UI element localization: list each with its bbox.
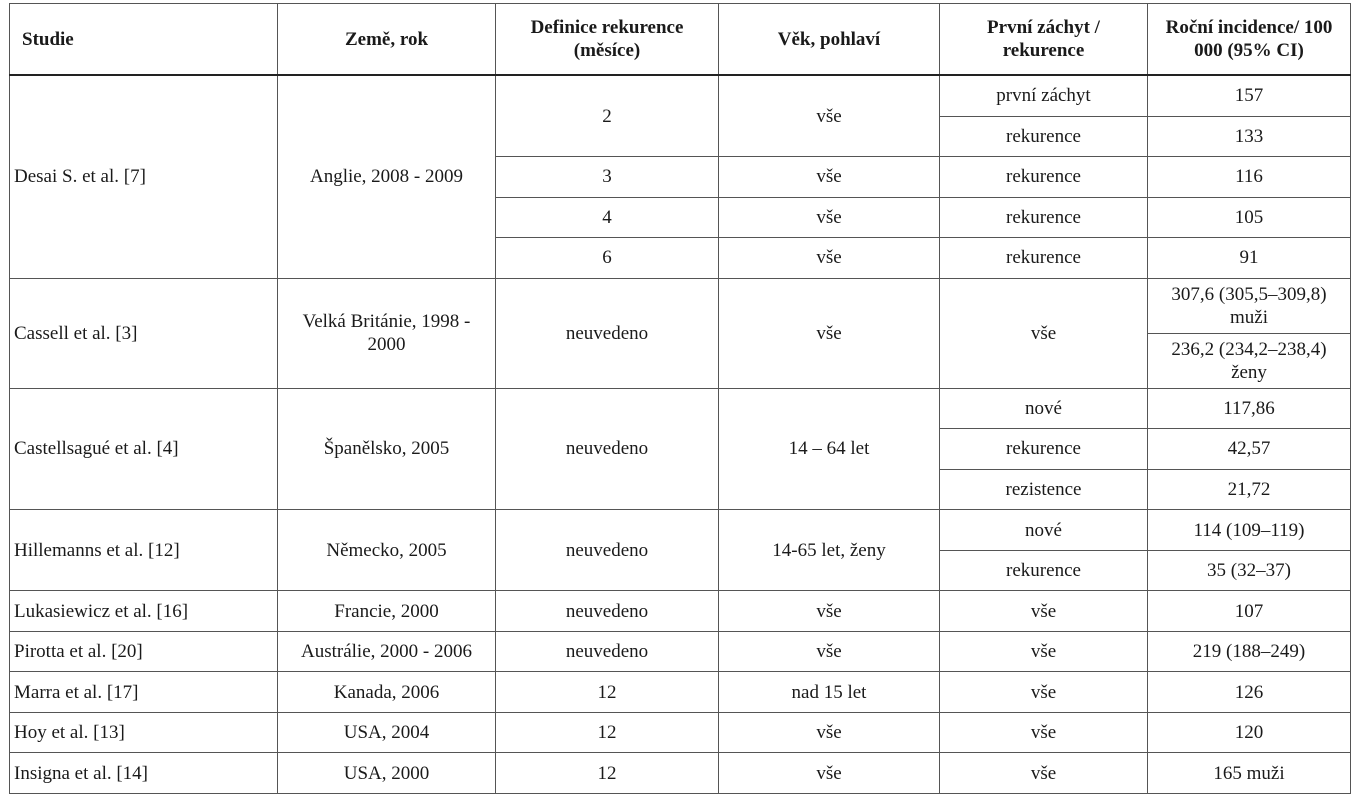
table-row (10, 75, 1351, 116)
typ-cell: vše (940, 672, 1148, 713)
vek-cell: vše (719, 157, 940, 198)
incidence-cell: 105 (1148, 197, 1351, 238)
vek-cell: 14 – 64 let (719, 388, 940, 510)
study-cell: Insigna et al. [14] (10, 753, 278, 794)
typ-cell: vše (940, 591, 1148, 632)
vek-cell: vše (719, 278, 940, 388)
definice-cell: 12 (496, 712, 719, 753)
definice-cell: 12 (496, 753, 719, 794)
header-definice: Definice rekurence (měsíce) (496, 4, 719, 76)
country-cell: USA, 2004 (278, 712, 496, 753)
study-cell: Pirotta et al. [20] (10, 631, 278, 672)
header-incidence: Roční incidence/ 100 000 (95% CI) (1148, 4, 1351, 76)
study-cell: Desai S. et al. [7] (10, 75, 278, 278)
country-cell: Francie, 2000 (278, 591, 496, 632)
study-cell: Marra et al. [17] (10, 672, 278, 713)
table-row (10, 672, 1351, 713)
definice-cell: neuvedeno (496, 388, 719, 510)
vek-cell: vše (719, 753, 940, 794)
incidence-cell: 21,72 (1148, 469, 1351, 510)
typ-cell: rekurence (940, 197, 1148, 238)
study-cell: Lukasiewicz et al. [16] (10, 591, 278, 632)
definice-cell: neuvedeno (496, 631, 719, 672)
typ-cell: rekurence (940, 550, 1148, 591)
vek-cell: vše (719, 75, 940, 157)
definice-cell: 3 (496, 157, 719, 198)
study-cell: Hoy et al. [13] (10, 712, 278, 753)
vek-cell: vše (719, 197, 940, 238)
typ-cell: rekurence (940, 429, 1148, 470)
header-studie: Studie (10, 4, 278, 76)
vek-cell: vše (719, 631, 940, 672)
definice-cell: 6 (496, 238, 719, 279)
typ-cell: vše (940, 712, 1148, 753)
incidence-cell: 157 (1148, 75, 1351, 116)
definice-cell: neuvedeno (496, 278, 719, 388)
incidence-cell: 120 (1148, 712, 1351, 753)
study-cell: Castellsagué et al. [4] (10, 388, 278, 510)
typ-cell: rekurence (940, 157, 1148, 198)
study-cell: Cassell et al. [3] (10, 278, 278, 388)
incidence-cell: 42,57 (1148, 429, 1351, 470)
typ-cell: rekurence (940, 116, 1148, 157)
definice-cell: 12 (496, 672, 719, 713)
vek-cell: nad 15 let (719, 672, 940, 713)
country-cell: USA, 2000 (278, 753, 496, 794)
vek-cell: vše (719, 712, 940, 753)
table-row (10, 278, 1351, 333)
typ-cell: rezistence (940, 469, 1148, 510)
header-zeme: Země, rok (278, 4, 496, 76)
incidence-table (9, 3, 1351, 794)
vek-cell: 14-65 let, ženy (719, 510, 940, 591)
vek-cell: vše (719, 238, 940, 279)
table-row (10, 388, 1351, 429)
country-cell: Velká Británie, 1998 - 2000 (278, 278, 496, 388)
table-row (10, 631, 1351, 672)
study-cell: Hillemanns et al. [12] (10, 510, 278, 591)
typ-cell: vše (940, 631, 1148, 672)
country-cell: Španělsko, 2005 (278, 388, 496, 510)
country-cell: Německo, 2005 (278, 510, 496, 591)
typ-cell: první záchyt (940, 75, 1148, 116)
table-row (10, 753, 1351, 794)
incidence-cell: 91 (1148, 238, 1351, 279)
incidence-cell: 117,86 (1148, 388, 1351, 429)
incidence-cell: 107 (1148, 591, 1351, 632)
country-cell: Anglie, 2008 - 2009 (278, 75, 496, 278)
definice-cell: neuvedeno (496, 510, 719, 591)
table-row (10, 510, 1351, 551)
incidence-cell: 114 (109–119) (1148, 510, 1351, 551)
header-row (10, 4, 1351, 76)
definice-cell: 4 (496, 197, 719, 238)
typ-cell: vše (940, 278, 1148, 388)
table-row (10, 712, 1351, 753)
country-cell: Austrálie, 2000 - 2006 (278, 631, 496, 672)
table-row (10, 591, 1351, 632)
header-prvni: První záchyt / rekurence (940, 4, 1148, 76)
vek-cell: vše (719, 591, 940, 632)
incidence-cell: 165 muži (1148, 753, 1351, 794)
typ-cell: rekurence (940, 238, 1148, 279)
incidence-cell: 219 (188–249) (1148, 631, 1351, 672)
typ-cell: nové (940, 510, 1148, 551)
incidence-cell: 133 (1148, 116, 1351, 157)
header-vek: Věk, pohlaví (719, 4, 940, 76)
definice-cell: 2 (496, 75, 719, 157)
country-cell: Kanada, 2006 (278, 672, 496, 713)
incidence-cell: 126 (1148, 672, 1351, 713)
incidence-cell: 236,2 (234,2–238,4) ženy (1148, 333, 1351, 388)
typ-cell: vše (940, 753, 1148, 794)
typ-cell: nové (940, 388, 1148, 429)
incidence-cell: 35 (32–37) (1148, 550, 1351, 591)
definice-cell: neuvedeno (496, 591, 719, 632)
incidence-cell: 307,6 (305,5–309,8) muži (1148, 278, 1351, 333)
incidence-cell: 116 (1148, 157, 1351, 198)
